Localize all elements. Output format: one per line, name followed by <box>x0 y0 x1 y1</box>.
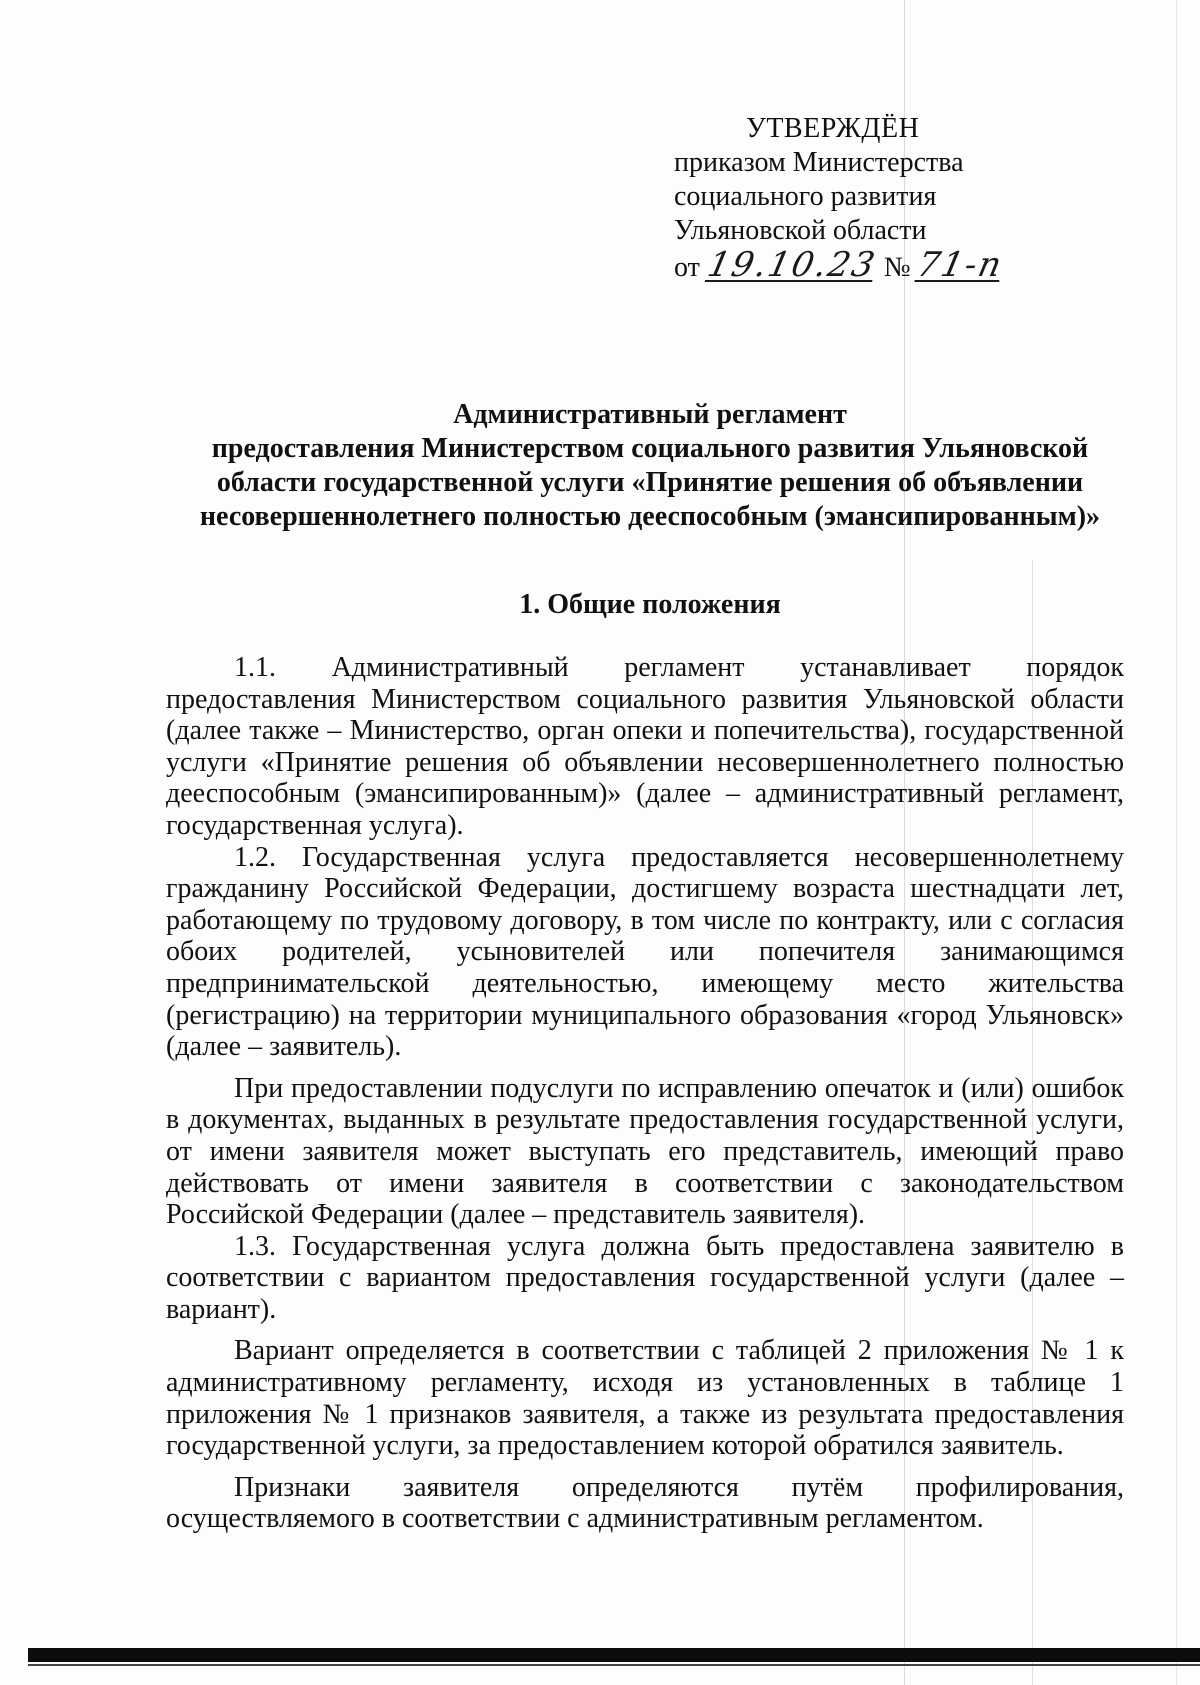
scan-bottom-border <box>28 1648 1200 1662</box>
approval-line: приказом Министерства <box>674 147 964 178</box>
paragraph: Признаки заявителя определяются путём профилирования, осуществляемого в соответствии с административным регламентом. <box>166 1471 1124 1535</box>
approval-stamp-block <box>674 112 1094 285</box>
scan-bottom-border-thin <box>28 1664 1200 1666</box>
section-body <box>166 652 1124 1535</box>
section-heading: 1. Общие положения <box>519 589 781 620</box>
paragraph: Вариант определяется в соответствии с таблицей 2 приложения № 1 к административному регламенту, исходя из установленных в таблице 1 приложения № 1 признаков заявителя, а также из результата предоставления государственной услуги, за предоставлением которой обратился заявитель. <box>166 1335 1124 1462</box>
number-label: № <box>883 252 911 283</box>
paragraph: 1.2. Государственная услуга предоставляется несовершеннолетнему гражданину Российской Федерации, достигшему возраста шестнадцати лет, работающему по трудовому договору, в том числе по контракту, или с согласия обоих родителей, усыновителей или попечителя занимающимся предпринимательской деятельностью, имеющему место жительства (регистрацию) на территории муниципального образования «город Ульяновск» (далее – заявитель). <box>166 841 1124 1063</box>
approval-line: Ульяновской области <box>674 215 927 246</box>
title-line: предоставления Министерством социального развития Ульяновской <box>211 433 1089 464</box>
scan-artifact-line <box>1176 0 1177 1685</box>
title-line: несовершеннолетнего полностью дееспособным (эмансипированным)» <box>199 501 1101 532</box>
title-line: области государственной услуги «Принятие решения об объявлении <box>216 467 1084 498</box>
document-title <box>160 398 1140 534</box>
paragraph: 1.1. Административный регламент устанавливает порядок предоставления Министерством социального развития Ульяновской области (далее также – Министерство, орган опеки и попечительства), государственной услуги «Принятие решения об объявлении несовершеннолетнего полностью дееспособным (эмансипированным)» (далее – административный регламент, государственная услуга). <box>166 652 1124 841</box>
from-label: от <box>674 252 700 283</box>
order-date-number-row <box>674 245 1094 285</box>
handwritten-date: 19.10.23 <box>703 245 880 285</box>
approval-line: социального развития <box>674 181 937 212</box>
handwritten-order-number: 71-п <box>913 245 1007 285</box>
title-line: Административный регламент <box>453 399 847 430</box>
approved-label: УТВЕРЖДЁН <box>746 113 920 144</box>
paragraph: При предоставлении подуслуги по исправлению опечаток и (или) ошибок в документах, выданных в результате предоставления государственной услуги, от имени заявителя может выступать его представитель, имеющий право действовать от имени заявителя в соответствии с законодательством Российской Федерации (далее – представитель заявителя). <box>166 1072 1124 1231</box>
paragraph: 1.3. Государственная услуга должна быть предоставлена заявителю в соответствии с вариантом предоставления государственной услуги (далее – вариант). <box>166 1230 1124 1325</box>
